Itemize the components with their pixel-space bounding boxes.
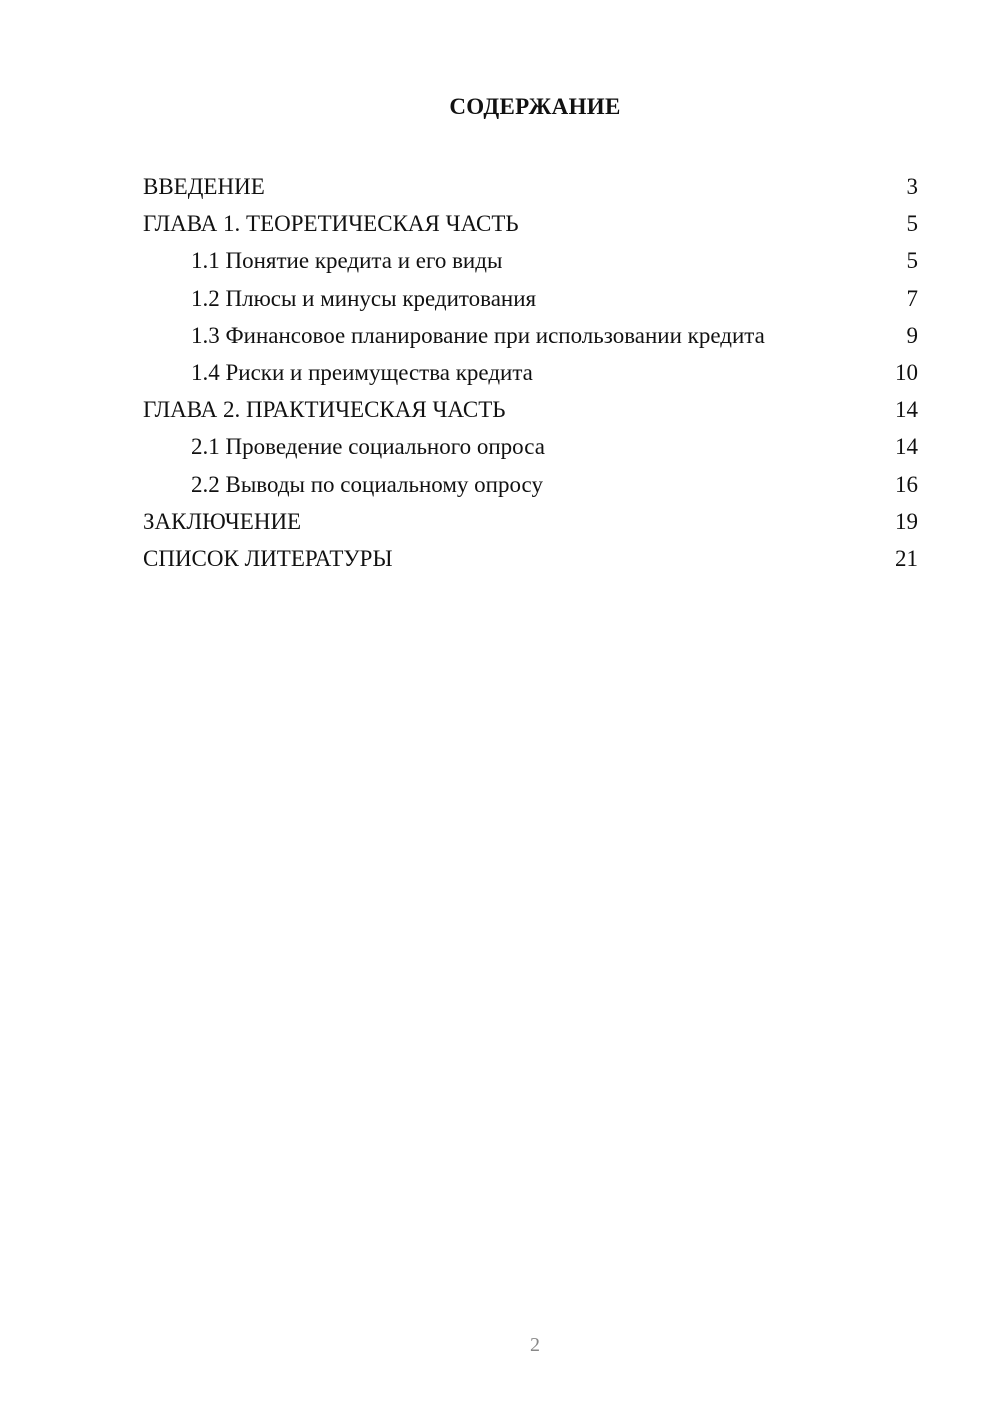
toc-entry-page: 5 — [906, 211, 918, 237]
toc-entry[interactable] — [143, 428, 918, 465]
page-number: 2 — [530, 1334, 540, 1356]
toc-entry-page: 9 — [906, 322, 918, 348]
toc-entry[interactable] — [143, 466, 918, 503]
toc-entry-label: 1.2 Плюсы и минусы кредитования — [191, 285, 537, 311]
toc-entry[interactable] — [143, 280, 918, 317]
toc-entry-label: 1.4 Риски и преимущества кредита — [191, 359, 533, 385]
toc-entry-label: 1.1 Понятие кредита и его виды — [191, 248, 503, 274]
toc-entry-page: 7 — [906, 285, 918, 311]
toc-entry-label: 2.1 Проведение социального опроса — [191, 434, 545, 460]
toc-entry-page: 14 — [895, 434, 918, 460]
toc-entry[interactable] — [143, 540, 918, 577]
toc-entry[interactable] — [143, 242, 918, 279]
toc-entry-label: 1.3 Финансовое планирование при использовании кредита — [191, 322, 765, 348]
toc-entry[interactable] — [143, 317, 918, 354]
toc-entry[interactable] — [143, 168, 918, 205]
toc-entry-label: ВВЕДЕНИЕ — [143, 174, 265, 199]
toc-entry-page: 10 — [895, 359, 918, 385]
toc-entry-page: 3 — [906, 174, 918, 199]
toc-entry-label: ГЛАВА 1. ТЕОРЕТИЧЕСКАЯ ЧАСТЬ — [143, 211, 519, 237]
toc-entry-page: 21 — [895, 545, 918, 571]
toc-entry[interactable] — [143, 205, 918, 242]
toc-entry-page: 16 — [895, 471, 918, 497]
toc-entry[interactable] — [143, 354, 918, 391]
table-of-contents — [143, 168, 918, 577]
toc-entry-page: 5 — [906, 248, 918, 274]
toc-entry-label: 2.2 Выводы по социальному опросу — [191, 471, 543, 497]
toc-entry[interactable] — [143, 503, 918, 540]
toc-entry-label: СПИСОК ЛИТЕРАТУРЫ — [143, 545, 393, 571]
toc-entry-page: 14 — [895, 397, 918, 423]
toc-entry-label: ГЛАВА 2. ПРАКТИЧЕСКАЯ ЧАСТЬ — [143, 397, 506, 423]
toc-entry-label: ЗАКЛЮЧЕНИЕ — [143, 508, 302, 534]
page-title: СОДЕРЖАНИЕ — [449, 94, 621, 119]
toc-entry[interactable] — [143, 391, 918, 428]
toc-entry-page: 19 — [895, 508, 918, 534]
